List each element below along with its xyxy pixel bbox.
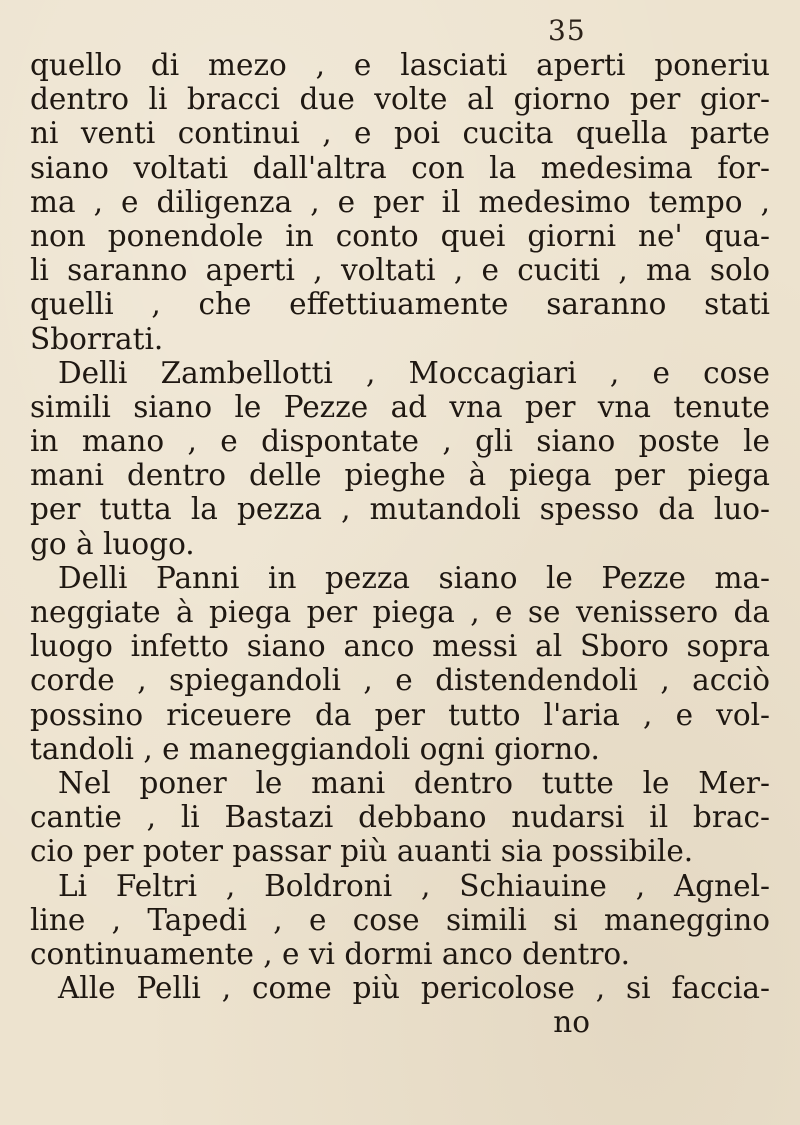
text-line: siano voltati dall'altra con la medesima for-: [30, 150, 770, 185]
page-number: 35: [548, 14, 586, 47]
text-line: in mano , e dispontate , gli siano poste le: [30, 424, 770, 459]
text-line: cio per poter passar più auanti sia possibile.: [30, 834, 694, 869]
text-line: quelli , che effettiuamente saranno stati: [30, 287, 770, 322]
text-line: continuamente , e vi dormi anco dentro.: [30, 936, 631, 971]
text-line: quello di mezo , e lasciati aperti poneriu: [30, 48, 770, 82]
text-line: neggiate à piega per piega , e se venissero da: [30, 595, 770, 629]
text-line: luogo infetto siano anco messi al Sboro sopra: [30, 629, 770, 664]
text-line: Sborrati.: [30, 321, 164, 356]
paragraph-start-line: Li Feltri , Boldroni , Schiauine , Agnel-: [58, 868, 770, 903]
text-line: dentro li bracci due volte al giorno per gior-: [30, 82, 770, 117]
paragraph-start-line: Alle Pelli , come più pericolose , si faccia-: [58, 971, 770, 1006]
text-line: line , Tapedi , e cose simili si maneggino: [30, 902, 770, 937]
text-line: per tutta la pezza , mutandoli spesso da luo-: [30, 492, 770, 527]
text-line: corde , spiegandoli , e distendendoli , acciò: [30, 663, 770, 698]
text-line: ma , e diligenza , e per il medesimo tempo ,: [30, 184, 770, 219]
paragraph-start-line: Delli Zambellotti , Moccagiari , e cose: [58, 355, 770, 390]
text-line: li saranno aperti , voltati , e cuciti , ma solo: [30, 253, 770, 288]
text-line: tandoli , e maneggiandoli ogni giorno.: [30, 731, 600, 766]
text-line: go à luogo.: [30, 526, 195, 561]
body-text: [30, 48, 770, 1039]
text-line: simili siano le Pezze ad vna per vna tenute: [30, 389, 770, 424]
text-line: cantie , li Bastazi debbano nudarsi il brac-: [30, 800, 770, 835]
paragraph-start-line: Nel poner le mani dentro tutte le Mer-: [58, 765, 770, 800]
text-line: possino riceuere da per tutto l'aria , e vol-: [30, 697, 770, 732]
text-line: non ponendole in conto quei giorni ne' qua-: [30, 218, 770, 253]
catchword: no: [553, 1005, 590, 1040]
text-line: mani dentro delle pieghe à piega per piega: [30, 458, 770, 493]
paragraph-start-line: Delli Panni in pezza siano le Pezze ma-: [58, 560, 770, 595]
text-line: ni venti continui , e poi cucita quella parte: [30, 116, 770, 151]
